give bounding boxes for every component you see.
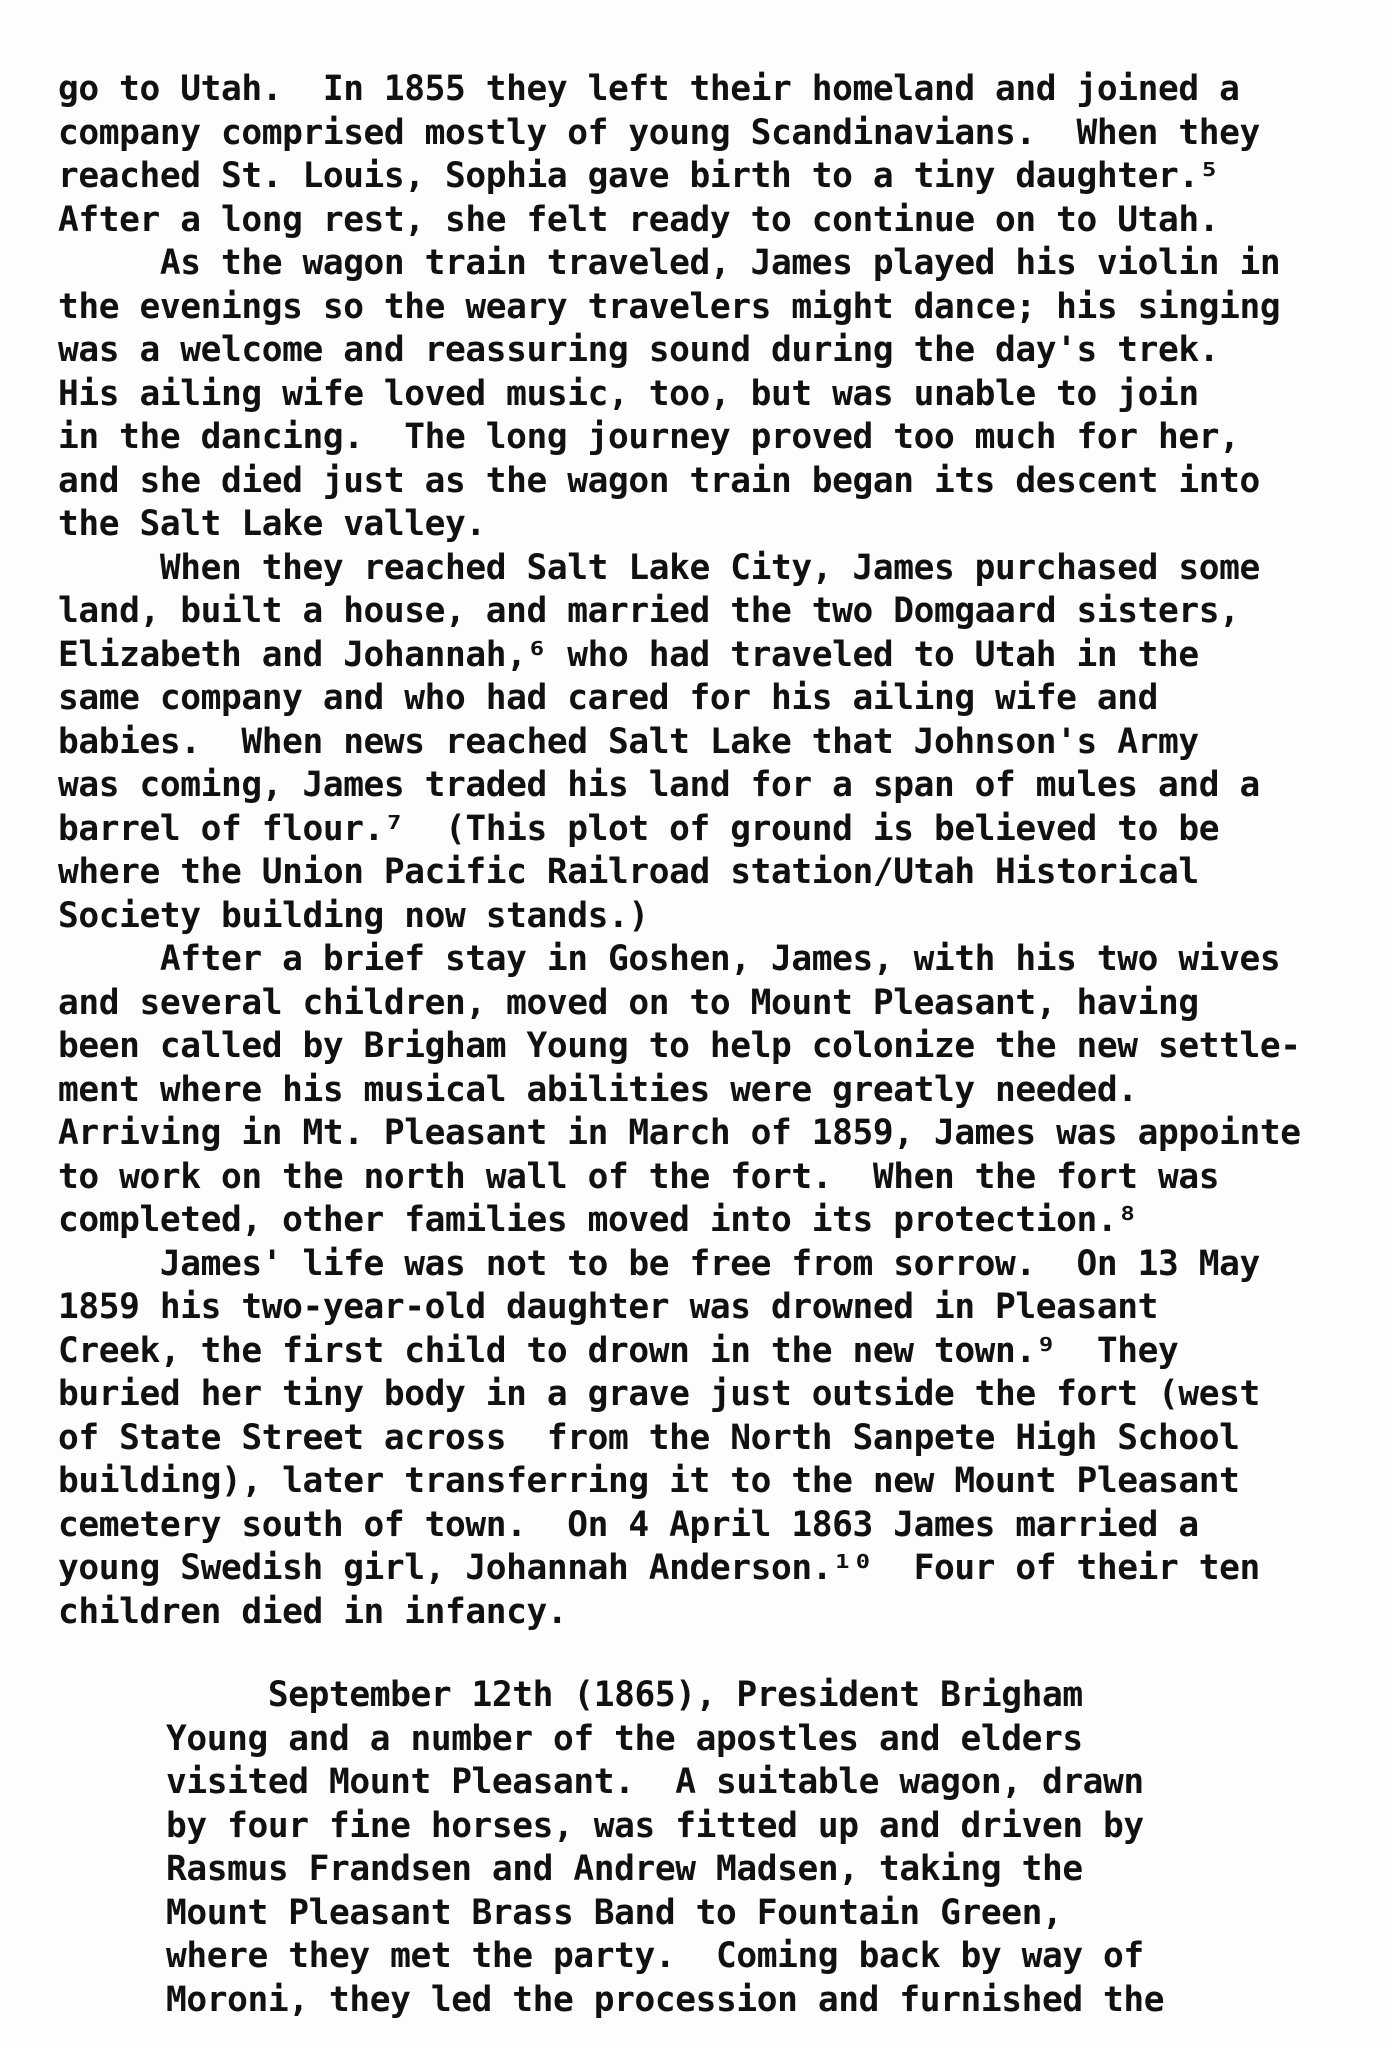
quote-line: where they met the party. Coming back by way of bbox=[166, 1936, 1144, 1976]
text-line: reached St. Louis, Sophia gave birth to a tiny daughter.⁵ bbox=[58, 156, 1220, 196]
text-line: was coming, James traded his land for a span of mules and a bbox=[58, 765, 1260, 805]
quote-line: Rasmus Frandsen and Andrew Madsen, taking the bbox=[166, 1849, 1083, 1889]
text-line: children died in infancy. bbox=[58, 1591, 568, 1632]
text-line: Society building now stands.) bbox=[58, 895, 649, 936]
text-line: 1859 his two-year-old daughter was drowned in Pleasant bbox=[58, 1287, 1159, 1327]
text-line: company comprised mostly of young Scandinavians. When they bbox=[58, 112, 1260, 153]
quote-line: Moroni, they led the procession and furnished the bbox=[166, 1979, 1165, 2020]
text-line: buried her tiny body in a grave just outside the fort (west bbox=[58, 1374, 1260, 1414]
text-line: building), later transferring it to the new Mount Pleasant bbox=[58, 1461, 1240, 1501]
main-text-block bbox=[58, 68, 1358, 1634]
text-line: Creek, the first child to drown in the new town.⁹ They bbox=[58, 1330, 1179, 1371]
text-line: where the Union Pacific Railroad station/Utah Historical bbox=[58, 852, 1199, 892]
quote-line: by four fine horses, was fitted up and driven by bbox=[166, 1805, 1144, 1846]
text-line: same company and who had cared for his ailing wife and bbox=[58, 678, 1159, 718]
text-line: Arriving in Mt. Pleasant in March of 1859, James was appointe bbox=[58, 1113, 1301, 1153]
text-line: young Swedish girl, Johannah Anderson.¹⁰ Four of their ten bbox=[58, 1548, 1260, 1588]
text-line: in the dancing. The long journey proved too much for her, bbox=[58, 417, 1240, 457]
quote-line: September 12th (1865), President Brigham bbox=[166, 1675, 1083, 1715]
text-line: James' life was not to be free from sorrow. On 13 May bbox=[58, 1243, 1260, 1284]
text-line: After a brief stay in Goshen, James, with his two wives bbox=[58, 939, 1281, 979]
quote-line: Mount Pleasant Brass Band to Fountain Green, bbox=[166, 1892, 1063, 1933]
text-line: and several children, moved on to Mount Pleasant, having bbox=[58, 982, 1199, 1023]
text-line: was a welcome and reassuring sound during the day's trek. bbox=[58, 330, 1220, 370]
text-line: His ailing wife loved music, too, but was unable to join bbox=[58, 373, 1199, 414]
text-line: of State Street across from the North Sanpete High School bbox=[58, 1417, 1240, 1458]
text-line: babies. When news reached Salt Lake that Johnson's Army bbox=[58, 721, 1199, 762]
text-line: Elizabeth and Johannah,⁶ who had traveled to Utah in the bbox=[58, 634, 1199, 675]
quote-line: visited Mount Pleasant. A suitable wagon, drawn bbox=[166, 1762, 1144, 1802]
text-line: When they reached Salt Lake City, James purchased some bbox=[58, 547, 1260, 588]
text-line: to work on the north wall of the fort. When the fort was bbox=[58, 1156, 1220, 1197]
text-line: the evenings so the weary travelers might dance; his singing bbox=[58, 286, 1281, 327]
text-line: As the wagon train traveled, James played his violin in bbox=[58, 243, 1281, 283]
text-line: the Salt Lake valley. bbox=[58, 504, 486, 544]
text-line: and she died just as the wagon train began its descent into bbox=[58, 460, 1260, 501]
text-line: been called by Brigham Young to help colonize the new settle- bbox=[58, 1026, 1301, 1066]
text-line: ment where his musical abilities were greatly needed. bbox=[58, 1069, 1138, 1110]
quote-line: Young and a number of the apostles and elders bbox=[166, 1718, 1083, 1759]
text-line: completed, other families moved into its protection.⁸ bbox=[58, 1200, 1138, 1240]
text-line: cemetery south of town. On 4 April 1863 James married a bbox=[58, 1504, 1199, 1545]
text-line: go to Utah. In 1855 they left their homeland and joined a bbox=[58, 69, 1240, 109]
block-quote bbox=[166, 1674, 1306, 2022]
text-line: barrel of flour.⁷ (This plot of ground is believed to be bbox=[58, 808, 1220, 849]
text-line: land, built a house, and married the two Domgaard sisters, bbox=[58, 591, 1240, 631]
text-line: After a long rest, she felt ready to continue on to Utah. bbox=[58, 199, 1220, 240]
